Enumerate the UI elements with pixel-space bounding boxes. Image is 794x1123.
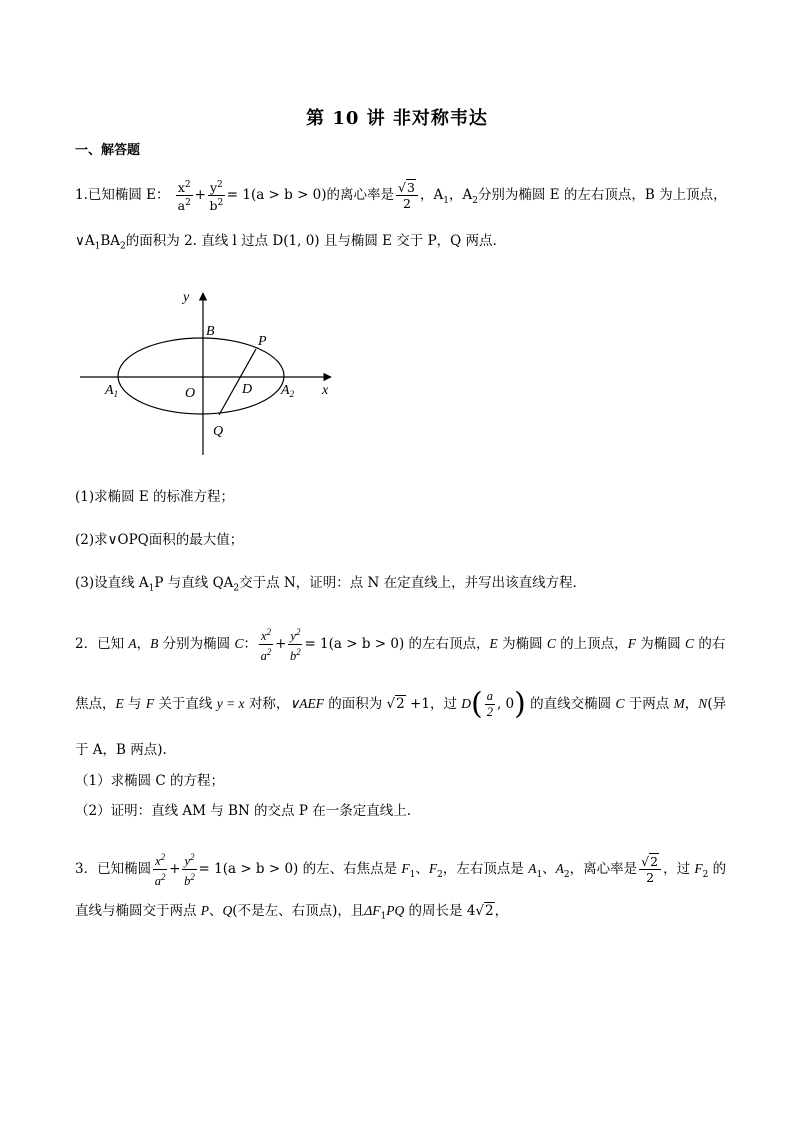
label-x: x xyxy=(322,383,329,398)
label-a2: $A_2$ xyxy=(281,383,295,399)
problem1-q1: (1)求椭圆 E 的标准方程； xyxy=(75,489,235,505)
fraction: $\frac{x^2}{a^2}$ xyxy=(177,180,191,214)
problem1-q3: (3)设直线 $A_1P$ 与直线 $QA_2$交于点 N，证明：点 N 在定直线上，并写出该直线方程． xyxy=(75,575,587,594)
problem2-q1: （1）求椭圆 C 的方程； xyxy=(75,773,225,789)
label-q: Q xyxy=(213,424,224,439)
label-p: P xyxy=(258,334,267,349)
eccentricity-fraction: $\frac{√3}{2}$ xyxy=(396,180,418,211)
problem3-line1: 3．已知椭圆 $\frac{x^2}{a^2}$ + $\frac{y^2}{b^2}$ = 1(a > b > 0) 的左、右焦点是 $F_1$、$F_2$，左右顶点是 $A_1$、$A_2$，离心率是 $\frac{√2}{2}$ ，过 $F_2$ 的 xyxy=(75,852,727,889)
ellipse-figure xyxy=(75,283,345,463)
problem1-q2: (2)求∨OPQ面积的最大值； xyxy=(75,532,244,548)
problem2-q2: （2）证明：直线 AM 与 BN 的交点 P 在一条定直线上. xyxy=(75,803,412,819)
label-a1: $A_1$ xyxy=(105,383,119,399)
problem1-line1: 1.已知椭圆 E： $\frac{x^2}{a^2}$ + $\frac{y^2}{b^2}$ = 1(a > b > 0)的离心率是 $\frac{√3}{2}$ ，$A_1$，$A_2$分别为椭圆 E 的左右顶点，B 为上顶点， xyxy=(75,180,727,214)
label-b: B xyxy=(206,324,215,339)
problem2-line3: 于 A，B 两点). xyxy=(75,742,167,758)
label-y: y xyxy=(183,290,190,305)
ellipse xyxy=(118,338,284,414)
label-o: O xyxy=(185,386,196,401)
section-heading: 一、解答题 xyxy=(75,143,141,158)
problem3-line2: 直线与椭圆交于两点 P、Q(不是左、右顶点)，且$\Delta F_1PQ$ 的周长是 4√2， xyxy=(75,903,509,922)
label-d: D xyxy=(242,382,253,397)
problem2-line1: 2．已知 A，B 分别为椭圆 C： $\frac{x^2}{a^2}$ + $\frac{y^2}{b^2}$ = 1(a > b > 0) 的左右顶点，E 为椭圆 C 的上顶点，F 为椭圆 C 的右 xyxy=(75,627,726,664)
problem2-line2: 焦点，E 与 F 关于直线 y = x 对称，∨AEF 的面积为 √2 +1，过 D( $\frac{a}{2}$ , 0) 的直线交椭圆 C 于两点 M，N(异 xyxy=(75,686,727,722)
page-title: 第 10 讲 非对称韦达 xyxy=(306,108,488,129)
problem1-line2: $\vee A_1BA_2$的面积为 2. 直线 l 过点 D(1, 0) 且与椭圆 E 交于 P，Q 两点. xyxy=(75,233,497,252)
fraction: $\frac{y^2}{b^2}$ xyxy=(209,180,224,214)
